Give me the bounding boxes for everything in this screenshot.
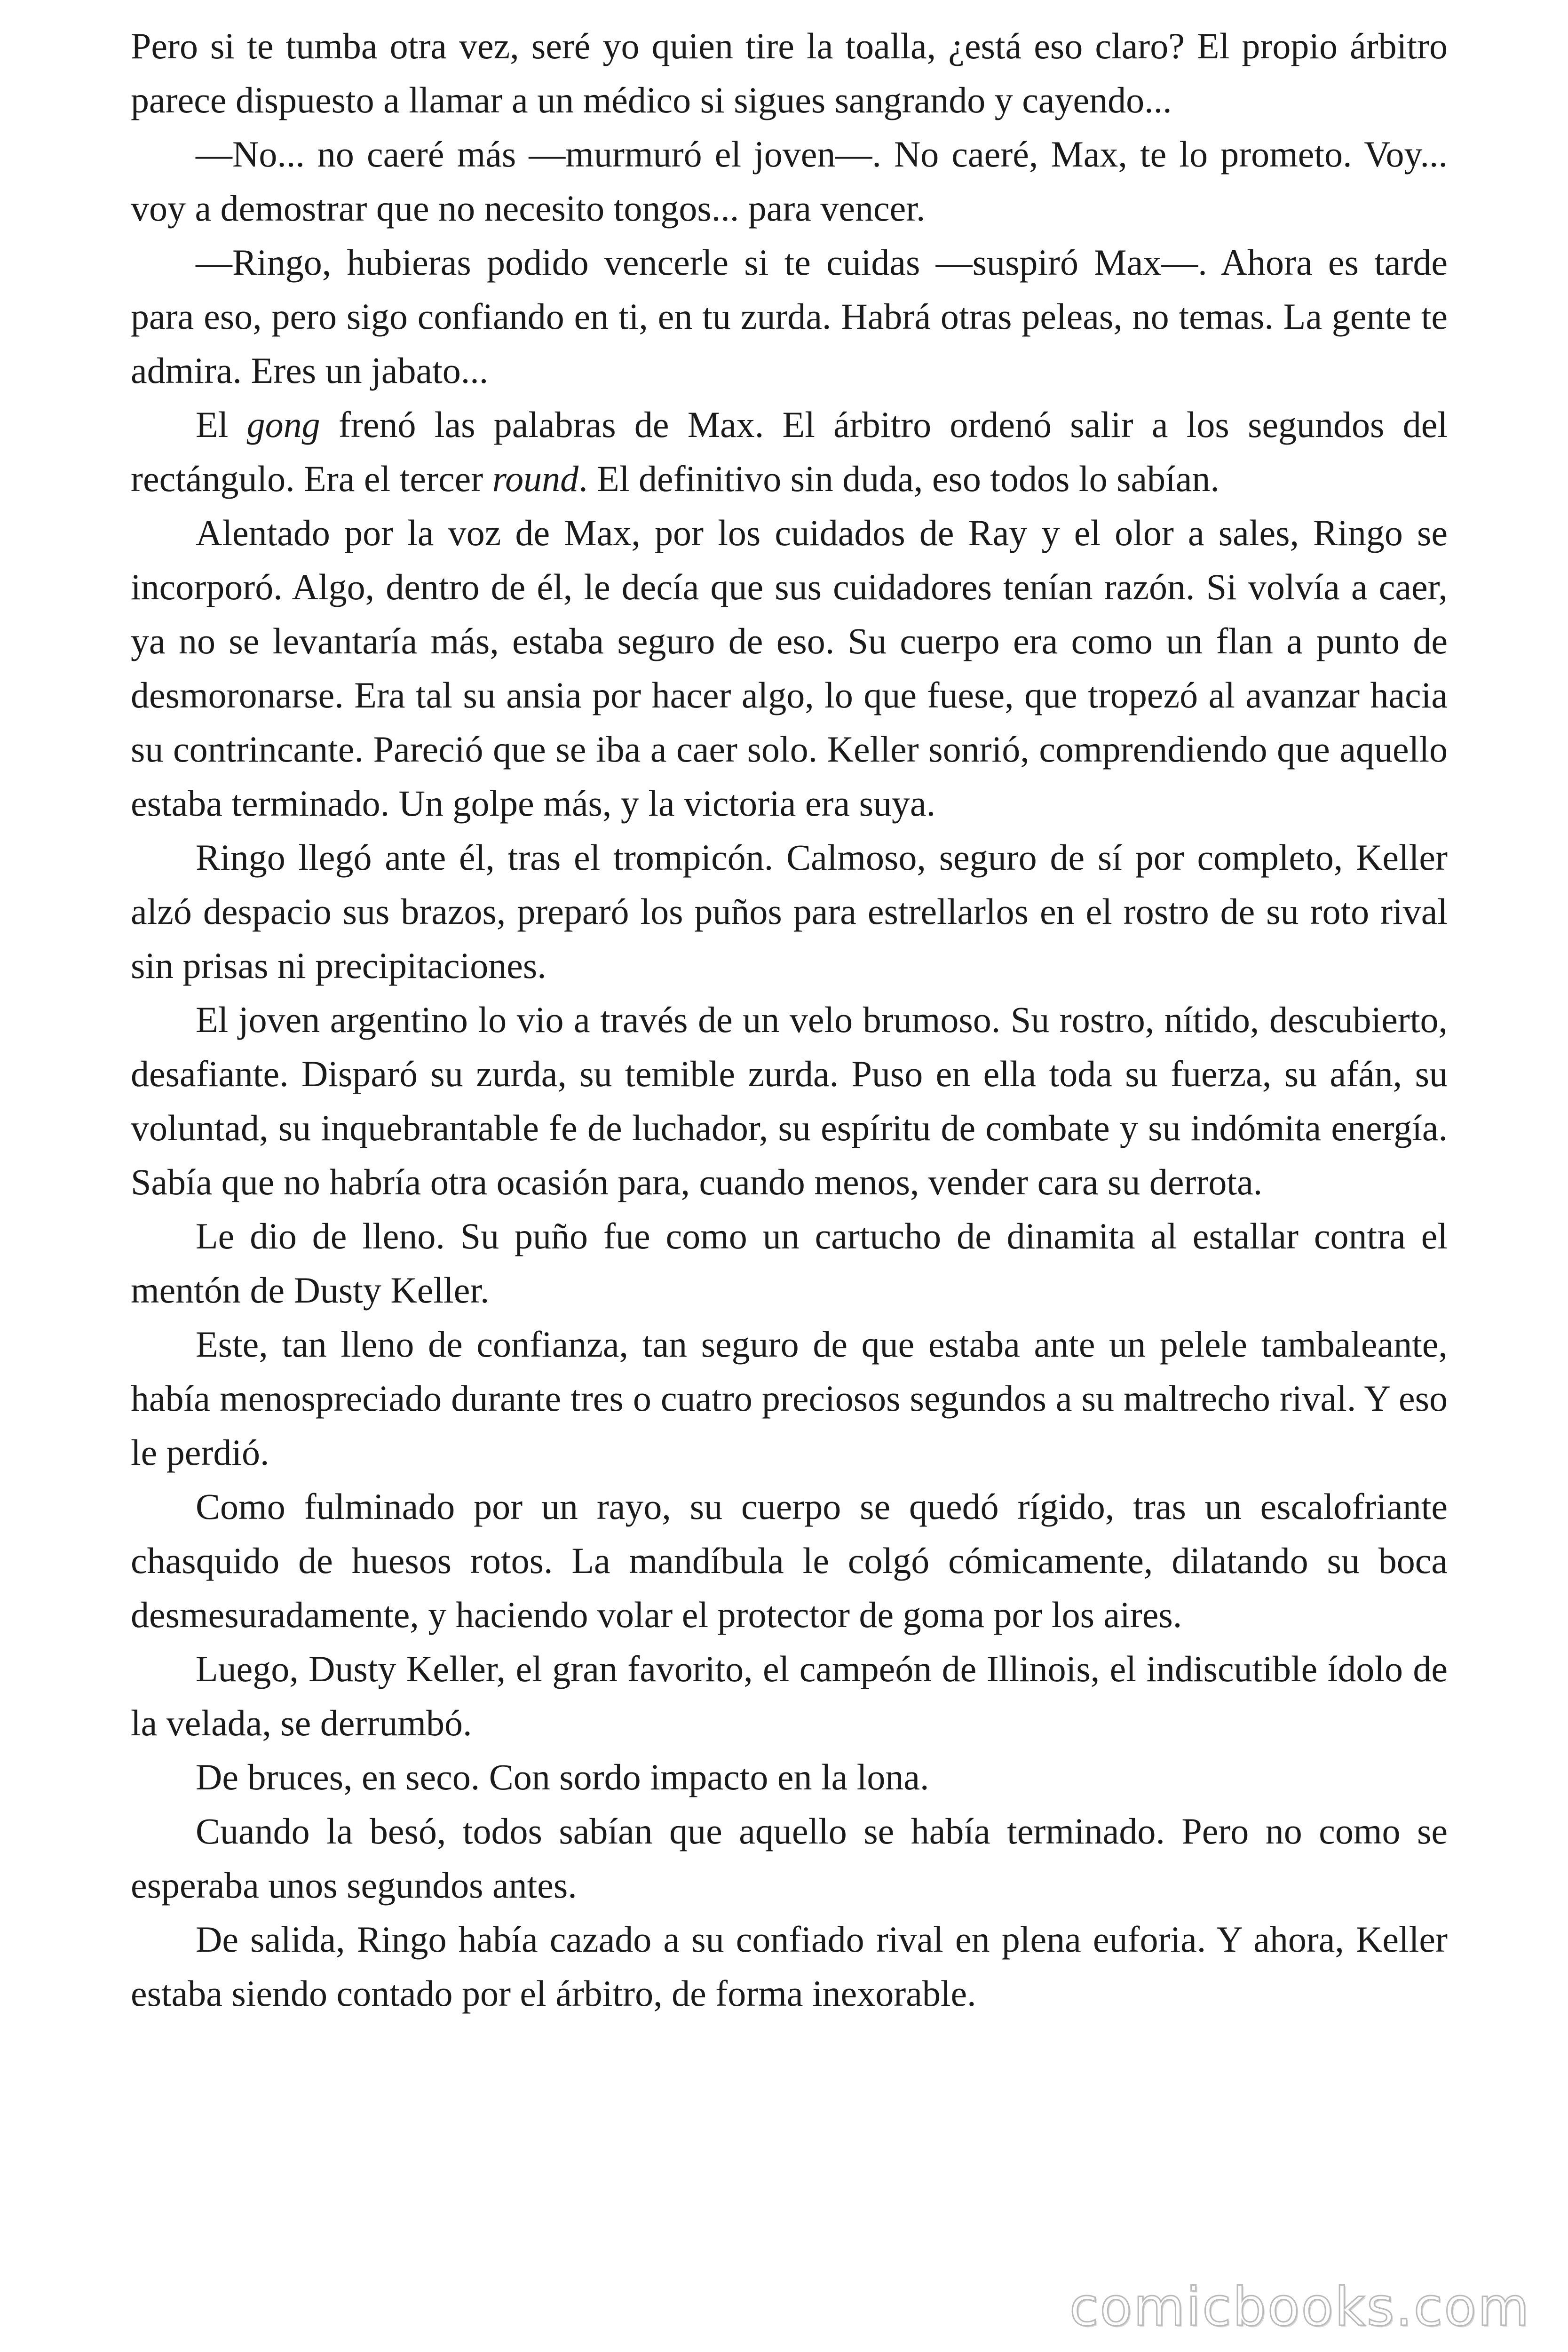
italic-word-gong: gong [246, 404, 320, 445]
paragraph-5: Alentado por la voz de Max, por los cuidados de Ray y el olor a sales, Ringo se incorporó. Algo, dentro de él, le decía que sus cuidadores tenían razón. Si volvía a caer, ya no se levantaría más, estaba seguro de eso. Su cuerpo era como un flan a punto de desmoronarse. Era tal su ansia por hacer algo, lo que fuese, que tropezó al avanzar hacia su contrincante. Pareció que se iba a caer solo. Keller sonrió, comprendiendo que aquello estaba terminado. Un golpe más, y la victoria era suya. [131, 512, 1448, 824]
paragraph-4 [131, 397, 1448, 506]
paragraph-14: De salida, Ringo había cazado a su confiado rival en plena euforia. Y ahora, Keller estaba siendo contado por el árbitro, de forma inexorable. [131, 1919, 1448, 2014]
paragraph-6: Ringo llegó ante él, tras el trompicón. Calmoso, seguro de sí por completo, Keller alzó despacio sus brazos, preparó los puños para estrellarlos en el rostro de su roto rival sin prisas ni precipitaciones. [131, 837, 1448, 986]
paragraph-2: —No... no caeré más —murmuró el joven—. No caeré, Max, te lo prometo. Voy... voy a demostrar que no necesito tongos... para vencer. [131, 134, 1448, 229]
paragraph-4-text-a: El [196, 404, 247, 445]
paragraph-1: Pero si te tumba otra vez, seré yo quien tire la toalla, ¿está eso claro? El propio árbitro parece dispuesto a llamar a un médico si sigues sangrando y cayendo... [131, 25, 1448, 120]
paragraph-9: Este, tan lleno de confianza, tan seguro de que estaba ante un pelele tambaleante, había menospreciado durante tres o cuatro preciosos segundos a su maltrecho rival. Y eso le perdió. [131, 1324, 1448, 1473]
paragraph-8: Le dio de lleno. Su puño fue como un cartucho de dinamita al estallar contra el mentón de Dusty Keller. [131, 1216, 1448, 1311]
book-page-text [131, 19, 1448, 2020]
paragraph-7: El joven argentino lo vio a través de un velo brumoso. Su rostro, nítido, descubierto, desafiante. Disparó su zurda, su temible zurda. Puso en ella toda su fuerza, su afán, su voluntad, su inquebrantable fe de luchador, su espíritu de combate y su indómita energía. Sabía que no habría otra ocasión para, cuando menos, vender cara su derrota. [131, 999, 1448, 1202]
paragraph-13: Cuando la besó, todos sabían que aquello se había terminado. Pero no como se esperaba unos segundos antes. [131, 1811, 1448, 1906]
paragraph-4-text-b: frenó las palabras de Max. El árbitro ordenó salir a los segundos del rectángulo. Era el tercer [131, 404, 1448, 499]
paragraph-4-text-c: . El definitivo sin duda, eso todos lo sabían. [578, 458, 1220, 499]
paragraph-10: Como fulminado por un rayo, su cuerpo se quedó rígido, tras un escalofriante chasquido de huesos rotos. La mandíbula le colgó cómicamente, dilatando su boca desmesuradamente, y haciendo volar el protector de goma por los aires. [131, 1486, 1448, 1635]
paragraph-12: De bruces, en seco. Con sordo impacto en la lona. [196, 1756, 929, 1797]
italic-word-round: round [492, 458, 579, 499]
paragraph-11: Luego, Dusty Keller, el gran favorito, el campeón de Illinois, el indiscutible ídolo de la velada, se derrumbó. [131, 1648, 1448, 1743]
watermark: comicbooks.com [1069, 2277, 1530, 2338]
paragraph-3: —Ringo, hubieras podido vencerle si te cuidas —suspiró Max—. Ahora es tarde para eso, pero sigo confiando en ti, en tu zurda. Habrá otras peleas, no temas. La gente te admira. Eres un jabato... [131, 242, 1448, 391]
